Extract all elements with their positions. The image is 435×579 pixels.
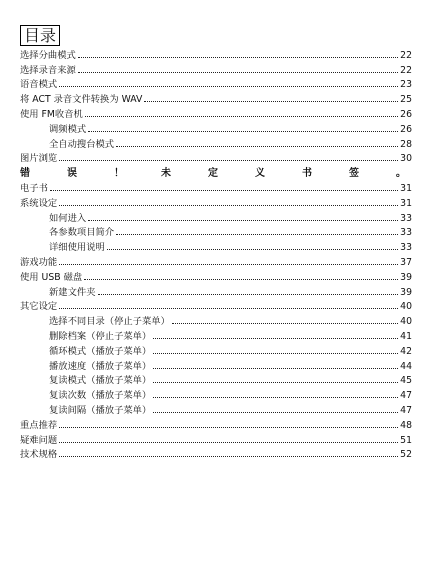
toc-entry-label: 疑难问题 bbox=[20, 434, 58, 446]
toc-entry-page: 42 bbox=[400, 345, 412, 357]
dot-leader bbox=[78, 71, 398, 73]
dot-leader bbox=[153, 352, 398, 354]
error-char: ！ bbox=[114, 168, 124, 180]
toc-entry-label: 图片浏览 bbox=[20, 153, 58, 165]
error-char: 签 bbox=[349, 168, 359, 180]
toc-entry[interactable] bbox=[20, 446, 412, 461]
toc-entry-label: 如何进入 bbox=[49, 212, 87, 224]
toc-entry-page: 26 bbox=[400, 108, 412, 120]
dot-leader bbox=[59, 159, 398, 161]
error-char: 误 bbox=[67, 168, 77, 180]
toc-entry-label: 循环模式（播放子菜单） bbox=[49, 345, 152, 357]
dot-leader bbox=[153, 381, 398, 383]
dot-leader bbox=[59, 307, 398, 309]
toc-entry-page: 33 bbox=[400, 227, 412, 239]
toc-entry[interactable] bbox=[20, 194, 412, 209]
toc-entry[interactable] bbox=[20, 120, 412, 135]
toc-entry-label: 游戏功能 bbox=[20, 256, 58, 268]
toc-entry[interactable] bbox=[20, 268, 412, 283]
toc-entry[interactable] bbox=[20, 105, 412, 120]
toc-entry-label: 全自动搜台模式 bbox=[49, 138, 115, 150]
dot-leader bbox=[59, 455, 398, 457]
toc-entry-label: 复读模式（播放子菜单） bbox=[49, 375, 152, 387]
dot-leader bbox=[116, 233, 398, 235]
toc-entry[interactable] bbox=[20, 224, 412, 239]
error-char: 。 bbox=[396, 168, 406, 180]
toc-entry[interactable] bbox=[20, 150, 412, 165]
toc-entry-page: 40 bbox=[400, 316, 412, 328]
toc-entry-label: 详细使用说明 bbox=[49, 242, 105, 254]
toc-entry-label: 重点推荐 bbox=[20, 419, 58, 431]
toc-entry[interactable] bbox=[20, 46, 412, 61]
toc-entry-page: 47 bbox=[400, 404, 412, 416]
toc-entry-label: 各参数项目简介 bbox=[49, 227, 115, 239]
toc-entry[interactable] bbox=[20, 90, 412, 105]
toc-entry-page: 30 bbox=[400, 153, 412, 165]
toc-entry-page: 52 bbox=[400, 449, 412, 461]
dot-leader bbox=[84, 278, 398, 280]
toc-entry-page: 39 bbox=[400, 271, 412, 283]
toc-entry[interactable] bbox=[20, 416, 412, 431]
toc-entry[interactable] bbox=[20, 401, 412, 416]
toc-entry[interactable] bbox=[20, 283, 412, 298]
error-char: 错 bbox=[20, 168, 30, 180]
toc-entry-page: 47 bbox=[400, 390, 412, 402]
error-char: 书 bbox=[302, 168, 312, 180]
toc-entry-label: 选择不同目录（停止子菜单） bbox=[49, 316, 170, 328]
toc-entry[interactable] bbox=[20, 179, 412, 194]
dot-leader bbox=[59, 426, 398, 428]
toc-entry[interactable] bbox=[20, 253, 412, 268]
dot-leader bbox=[172, 322, 398, 324]
error-bookmark-row bbox=[20, 164, 412, 179]
toc-entry-page: 45 bbox=[400, 375, 412, 387]
toc-entry-page: 33 bbox=[400, 242, 412, 254]
toc-entry-label: 将 ACT 录音文件转换为 WAV bbox=[20, 94, 143, 106]
toc-entry-label: 使用 FM收音机 bbox=[20, 108, 83, 120]
toc-entry-page: 25 bbox=[400, 94, 412, 106]
toc-entry[interactable] bbox=[20, 312, 412, 327]
toc-entry-page: 22 bbox=[400, 64, 412, 76]
toc-entry[interactable] bbox=[20, 357, 412, 372]
toc-entry-label: 电子书 bbox=[20, 182, 48, 194]
toc-entry-page: 51 bbox=[400, 434, 412, 446]
toc-entry-page: 44 bbox=[400, 360, 412, 372]
error-char: 义 bbox=[255, 168, 265, 180]
toc-entry-page: 33 bbox=[400, 212, 412, 224]
toc-entry[interactable] bbox=[20, 76, 412, 91]
dot-leader bbox=[144, 100, 398, 102]
toc-entry-page: 40 bbox=[400, 301, 412, 313]
toc-entry-page: 28 bbox=[400, 138, 412, 150]
error-char: 定 bbox=[208, 168, 218, 180]
toc-entry-label: 新建文件夹 bbox=[49, 286, 96, 298]
toc-entry-page: 39 bbox=[400, 286, 412, 298]
toc-entry-page: 22 bbox=[400, 49, 412, 61]
toc-entry-label: 语音模式 bbox=[20, 79, 58, 91]
dot-leader bbox=[153, 411, 398, 413]
toc-entry-label: 复读次数（播放子菜单） bbox=[49, 390, 152, 402]
toc-entry-page: 48 bbox=[400, 419, 412, 431]
toc-entry-page: 26 bbox=[400, 123, 412, 135]
toc-entry-label: 选择录音来源 bbox=[20, 64, 76, 76]
toc-entry-label: 播放速度（播放子菜单） bbox=[49, 360, 152, 372]
dot-leader bbox=[88, 130, 398, 132]
toc-entry[interactable] bbox=[20, 327, 412, 342]
toc-entry[interactable] bbox=[20, 431, 412, 446]
toc-entry-label: 技术规格 bbox=[20, 449, 58, 461]
toc-entry[interactable] bbox=[20, 342, 412, 357]
toc-entry-label: 其它设定 bbox=[20, 301, 58, 313]
dot-leader bbox=[85, 115, 398, 117]
toc-entry[interactable] bbox=[20, 298, 412, 313]
toc-entry-page: 31 bbox=[400, 197, 412, 209]
dot-leader bbox=[59, 441, 398, 443]
dot-leader bbox=[88, 219, 398, 221]
dot-leader bbox=[153, 396, 398, 398]
toc-entry-label: 系统设定 bbox=[20, 197, 58, 209]
dot-leader bbox=[153, 337, 398, 339]
toc-entry-label: 调频模式 bbox=[49, 123, 87, 135]
dot-leader bbox=[116, 145, 398, 147]
toc-entry-label: 选择分曲模式 bbox=[20, 49, 76, 61]
toc-entry-label: 删除档案（停止子菜单） bbox=[49, 330, 152, 342]
toc-entry[interactable] bbox=[20, 372, 412, 387]
dot-leader bbox=[59, 263, 398, 265]
dot-leader bbox=[107, 248, 398, 250]
toc-entry[interactable] bbox=[20, 209, 412, 224]
toc-entry[interactable] bbox=[20, 135, 412, 150]
toc-title: 目录 bbox=[20, 25, 60, 46]
dot-leader bbox=[59, 204, 398, 206]
toc-entry-page: 41 bbox=[400, 330, 412, 342]
dot-leader bbox=[50, 189, 398, 191]
dot-leader bbox=[153, 367, 398, 369]
toc-entry[interactable] bbox=[20, 61, 412, 76]
toc-list bbox=[20, 46, 412, 460]
toc-entry-page: 23 bbox=[400, 79, 412, 91]
toc-entry-label: 复读间隔（播放子菜单） bbox=[49, 404, 152, 416]
toc-entry-page: 31 bbox=[400, 182, 412, 194]
toc-entry-label: 使用 USB 磁盘 bbox=[20, 271, 83, 283]
dot-leader bbox=[59, 85, 398, 87]
toc-entry-page: 37 bbox=[400, 256, 412, 268]
error-char: 未 bbox=[161, 168, 171, 180]
toc-entry[interactable] bbox=[20, 238, 412, 253]
toc-entry[interactable] bbox=[20, 386, 412, 401]
dot-leader bbox=[98, 293, 399, 295]
dot-leader bbox=[78, 56, 398, 58]
